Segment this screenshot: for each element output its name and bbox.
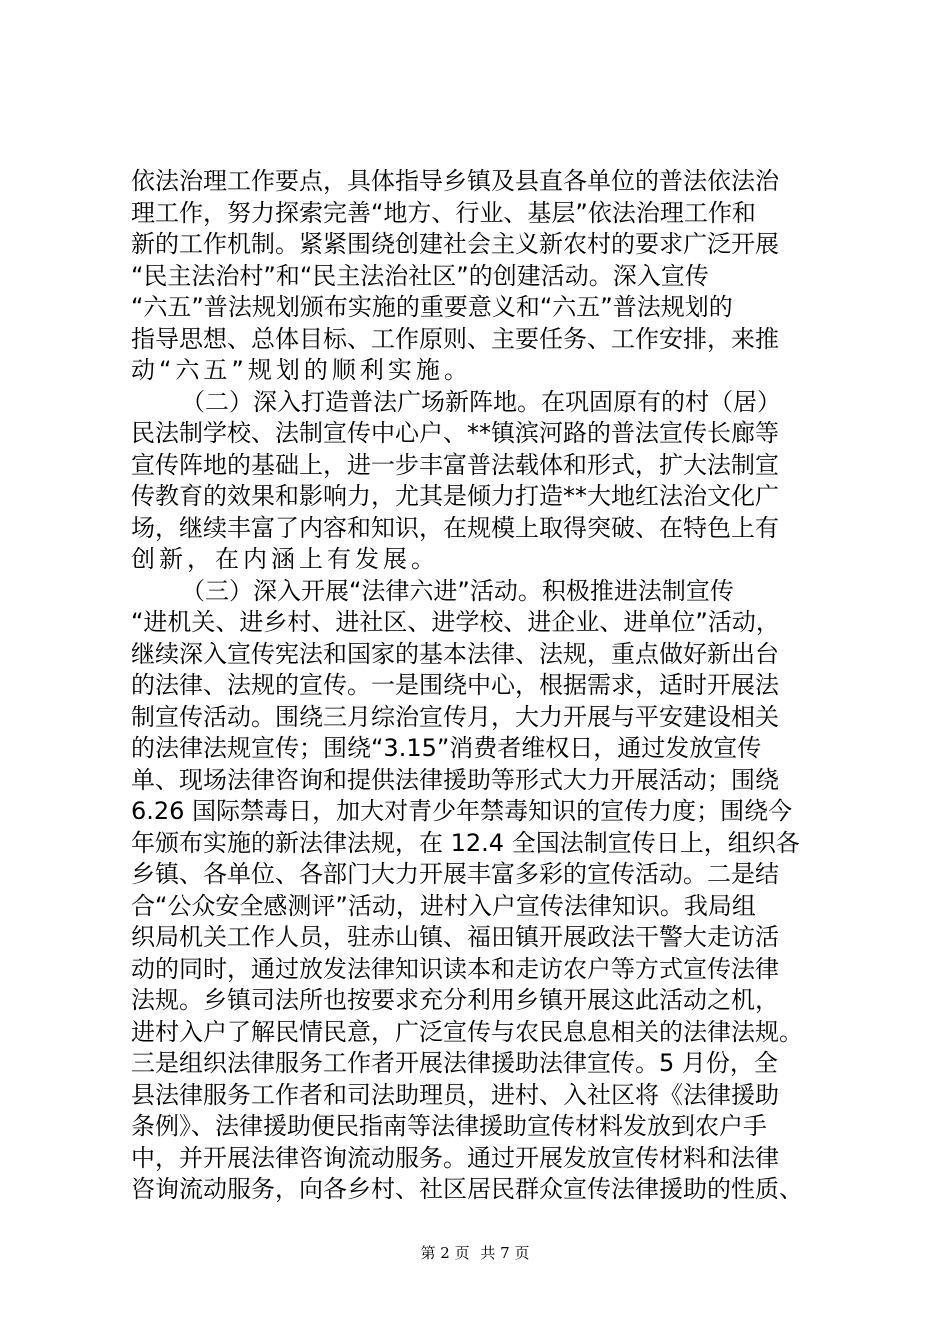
text-line: 咨询流动服务，向各乡村、社区居民群众宣传法律援助的性质、 (131, 1175, 803, 1203)
text-line: 宣传阵地的基础上，进一步丰富普法载体和形式，扩大法制宣 (131, 450, 779, 479)
document-body (131, 166, 851, 1206)
text-line: 三是组织法律服务工作者开展法律援助法律宣传。5 月份，全 (131, 1049, 778, 1077)
text-line: 县法律服务工作者和司法助理员，进村、入社区将《法律援助 (131, 1080, 779, 1109)
text-line: “进机关、进乡村、进社区、进学校、进企业、进单位”活动， (131, 608, 780, 636)
text-line: 创新，在内涵上有发展。 (131, 545, 439, 573)
text-line: 民法制学校、法制宣传中心户、**镇滨河路的普法宣传长廊等 (131, 419, 779, 447)
text-line: （三）深入开展“法律六进”活动。积极推进法制宣传 (181, 576, 734, 605)
page-footer (0, 1242, 950, 1263)
text-line: 合“公众安全感测评”活动，进村入户宣传法律知识。我局组 (131, 891, 756, 920)
text-line: 进村入户了解民情民意，广泛宣传与农民息息相关的法律法规。 (131, 1017, 803, 1046)
text-line: “民主法治村”和“民主法治社区”的创建活动。深入宣传 (131, 261, 709, 290)
text-line: 年颁布实施的新法律法规，在 12.4 全国法制宣传日上，组织各 (131, 828, 800, 857)
text-line: 乡镇、各单位、各部门大力开展丰富多彩的宣传活动。二是结 (131, 860, 779, 888)
page-number-label: 第 2 页 (420, 1244, 470, 1262)
text-line: 条例》、法律援助便民指南等法律援助宣传材料发放到农户手 (131, 1112, 767, 1140)
page-total-label: 共 7 页 (480, 1244, 530, 1262)
text-line: 动“六五”规划的顺利实施。 (131, 356, 472, 384)
text-line: 传教育的效果和影响力，尤其是倾力打造**大地红法治文化广 (131, 482, 779, 510)
text-line: 制宣传活动。围绕三月综治宣传月，大力开展与平安建设相关 (131, 702, 779, 731)
text-line: 动的同时，通过放发法律知识读本和走访农户等方式宣传法律 (131, 954, 779, 983)
text-line: 的法律法规宣传；围绕“3.15”消费者维权日，通过发放宣传 (131, 734, 762, 762)
text-line: 的法律、法规的宣传。一是围绕中心，根据需求，适时开展法 (131, 671, 779, 699)
text-line: 指导思想、总体目标、工作原则、主要任务、工作安排，来推 (131, 324, 779, 353)
text-line: 场，继续丰富了内容和知识，在规模上取得突破、在特色上有 (131, 513, 779, 542)
text-line: 织局机关工作人员，驻赤山镇、福田镇开展政法干警大走访活 (131, 923, 779, 951)
text-line: 新的工作机制。紧紧围绕创建社会主义新农村的要求广泛开展 (131, 230, 779, 258)
text-line: （二）深入打造普法广场新阵地。在巩固原有的村（居） (181, 387, 781, 416)
text-line: 单、现场法律咨询和提供法律援助等形式大力开展活动；围绕 (131, 765, 779, 794)
text-line: 中，并开展法律咨询流动服务。通过开展发放宣传材料和法律 (131, 1143, 779, 1172)
text-line: 继续深入宣传宪法和国家的基本法律、法规，重点做好新出台 (131, 639, 779, 668)
text-line: 法规。乡镇司法所也按要求充分利用乡镇开展这此活动之机， (131, 986, 779, 1014)
text-line: 6.26 国际禁毒日，加大对青少年禁毒知识的宣传力度；围绕今 (131, 797, 793, 825)
text-line: 理工作，努力探索完善“地方、行业、基层”依法治理工作和 (131, 198, 756, 227)
text-line: “六五”普法规划颁布实施的重要意义和“六五”普法规划的 (131, 293, 733, 321)
text-line: 依法治理工作要点，具体指导乡镇及县直各单位的普法依法治 (131, 167, 779, 195)
